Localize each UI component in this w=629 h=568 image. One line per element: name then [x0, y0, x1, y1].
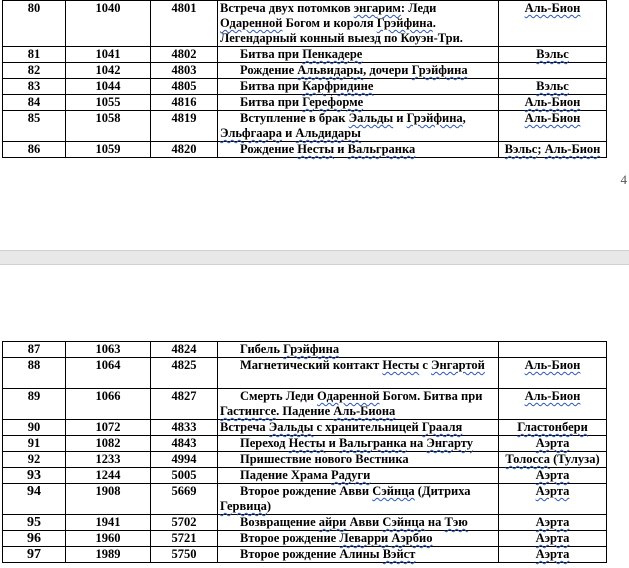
place-cell: Аль-Бион: [499, 389, 607, 420]
year-cell: 4819: [151, 111, 218, 142]
row-number: 82: [3, 63, 66, 79]
year-cell: 1044: [66, 79, 151, 95]
year-cell: 1960: [66, 531, 151, 547]
place-cell: [499, 63, 607, 79]
table-row: [3, 111, 607, 142]
row-number: 88: [3, 358, 66, 389]
chronology-table-top: [2, 0, 607, 158]
place-cell: Аль-Бион: [499, 111, 607, 142]
table-row: [3, 47, 607, 63]
chronology-table-bottom: [2, 341, 607, 563]
table-row: [3, 342, 607, 358]
document-page-top: [0, 0, 629, 250]
event-cell: Встреча двух потомков энгарим: Леди Одаренной Богом и короля Грэйфина. Легендарный конный выезд по Коуэн-Три.: [218, 1, 499, 47]
year-cell: 4824: [151, 342, 218, 358]
row-number: 83: [3, 79, 66, 95]
year-cell: 1063: [66, 342, 151, 358]
row-number: 93: [3, 468, 66, 484]
table-row: [3, 531, 607, 547]
place-cell: Вэльс: [499, 79, 607, 95]
place-cell: Аэрта: [499, 436, 607, 452]
year-cell: 4843: [151, 436, 218, 452]
year-cell: 4802: [151, 47, 218, 63]
place-cell: Аэрта: [499, 531, 607, 547]
year-cell: 4827: [151, 389, 218, 420]
row-number: 86: [3, 142, 66, 158]
event-cell: Второе рождение Леварри Аэрбио: [218, 531, 499, 547]
event-cell: Второе рождение Алины Вэйст: [218, 547, 499, 563]
table-row: [3, 436, 607, 452]
place-cell: Аль-Бион: [499, 358, 607, 389]
year-cell: 5750: [151, 547, 218, 563]
row-number: 87: [3, 342, 66, 358]
table-row: [3, 142, 607, 158]
event-cell: Битва при Карфридине: [218, 79, 499, 95]
year-cell: 5005: [151, 468, 218, 484]
year-cell: 1058: [66, 111, 151, 142]
event-cell: Переход Несты и Вальгранка на Энгарту: [218, 436, 499, 452]
year-cell: 1908: [66, 484, 151, 515]
year-cell: 4816: [151, 95, 218, 111]
year-cell: 1082: [66, 436, 151, 452]
table-row: [3, 420, 607, 436]
year-cell: 4801: [151, 1, 218, 47]
event-cell: Рождение Альвидары, дочери Грэйфина: [218, 63, 499, 79]
year-cell: 5702: [151, 515, 218, 531]
year-cell: 1040: [66, 1, 151, 47]
place-cell: [499, 342, 607, 358]
event-cell: Смерть Леди Одаренной Богом. Битва при Гастингсе. Падение Аль-Биона: [218, 389, 499, 420]
year-cell: 4833: [151, 420, 218, 436]
event-cell: Падение Храма Радуги: [218, 468, 499, 484]
event-cell: Битва при Пенкадере: [218, 47, 499, 63]
event-cell: Рождение Несты и Вальгранка: [218, 142, 499, 158]
event-cell: Встреча Эальды с хранительницей Грааля: [218, 420, 499, 436]
year-cell: 1244: [66, 468, 151, 484]
year-cell: 4820: [151, 142, 218, 158]
year-cell: 5669: [151, 484, 218, 515]
row-number: 97: [3, 547, 66, 563]
table-row: [3, 358, 607, 389]
year-cell: 1042: [66, 63, 151, 79]
row-number: 92: [3, 452, 66, 468]
year-cell: 1059: [66, 142, 151, 158]
table-row: [3, 95, 607, 111]
table-row: [3, 452, 607, 468]
table-row: [3, 389, 607, 420]
event-cell: Возвращение айри Авви Сэйнца на Тэю: [218, 515, 499, 531]
event-cell: Битва при Гереформе: [218, 95, 499, 111]
year-cell: 1989: [66, 547, 151, 563]
place-cell: Гластонбери: [499, 420, 607, 436]
row-number: 80: [3, 1, 66, 47]
year-cell: 4994: [151, 452, 218, 468]
row-number: 85: [3, 111, 66, 142]
year-cell: 5721: [151, 531, 218, 547]
row-number: 81: [3, 47, 66, 63]
table-row: [3, 484, 607, 515]
place-cell: Аль-Бион: [499, 1, 607, 47]
event-cell: Второе рождение Авви Сэйнца (Дитриха Гервица): [218, 484, 499, 515]
year-cell: 1055: [66, 95, 151, 111]
table-row: [3, 468, 607, 484]
row-number: 94: [3, 484, 66, 515]
year-cell: 1064: [66, 358, 151, 389]
place-cell: Вэльс; Аль-Бион: [499, 142, 607, 158]
table-row: [3, 63, 607, 79]
year-cell: 1066: [66, 389, 151, 420]
row-number: 95: [3, 515, 66, 531]
event-cell: Гибель Грэйфина: [218, 342, 499, 358]
year-cell: 1233: [66, 452, 151, 468]
table-row: [3, 515, 607, 531]
row-number: 89: [3, 389, 66, 420]
event-cell: Вступление в брак Эальды и Грэйфина, Эльфгаара и Альдидары: [218, 111, 499, 142]
event-cell: Магнетический контакт Несты с Энгартой: [218, 358, 499, 389]
table-row: [3, 547, 607, 563]
place-cell: Аэрта: [499, 468, 607, 484]
event-cell: Пришествие нового Вестника: [218, 452, 499, 468]
table-row: [3, 79, 607, 95]
place-cell: Аэрта: [499, 547, 607, 563]
row-number: 84: [3, 95, 66, 111]
row-number: 90: [3, 420, 66, 436]
place-cell: Толосса (Тулуза): [499, 452, 607, 468]
row-number: 96: [3, 531, 66, 547]
place-cell: Аэрта: [499, 484, 607, 515]
place-cell: Вэльс: [499, 47, 607, 63]
year-cell: 4825: [151, 358, 218, 389]
document-page-bottom: [0, 265, 629, 568]
year-cell: 4805: [151, 79, 218, 95]
page-separator: [0, 250, 629, 265]
year-cell: 4803: [151, 63, 218, 79]
table-row: [3, 1, 607, 47]
year-cell: 1041: [66, 47, 151, 63]
place-cell: Аэрта: [499, 515, 607, 531]
year-cell: 1941: [66, 515, 151, 531]
place-cell: Аль-Бион: [499, 95, 607, 111]
row-number: 91: [3, 436, 66, 452]
year-cell: 1072: [66, 420, 151, 436]
page-number: 4: [620, 172, 627, 187]
